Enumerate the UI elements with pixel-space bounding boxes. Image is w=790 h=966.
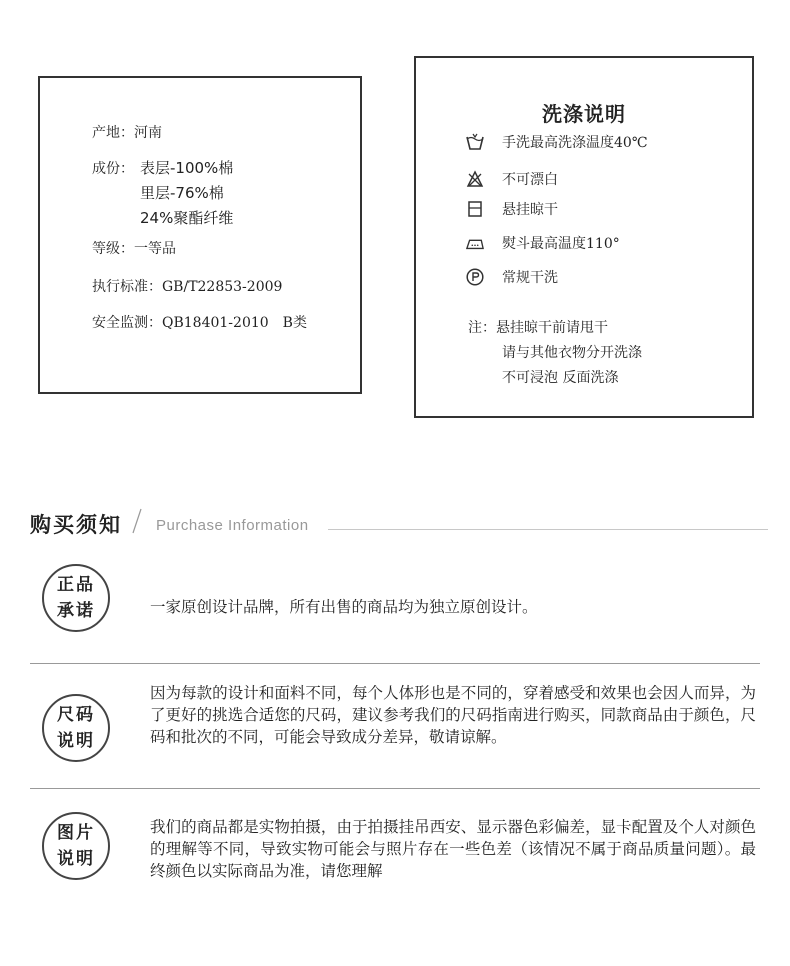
header-rule (328, 529, 768, 530)
care-note-line-2: 请与其他衣物分开洗涤 (502, 345, 642, 361)
info-block-photo (30, 812, 760, 902)
purchase-header (30, 505, 770, 545)
badge-line-1: 尺码 (57, 705, 95, 725)
info-text-authentic: 一家原创设计品牌，所有出售的商品均为独立原创设计。 (150, 598, 538, 616)
badge-authentic (42, 564, 110, 632)
badge-photo (42, 812, 110, 880)
care-row-dryclean (466, 266, 558, 288)
composition-line-1: 表层-100%棉 (140, 159, 234, 177)
care-dryclean-text: 常规干洗 (502, 270, 558, 286)
care-dry-text: 悬挂晾干 (502, 202, 558, 218)
care-row-dry (466, 198, 558, 220)
divider (30, 663, 760, 664)
care-row-bleach (466, 168, 558, 190)
care-bleach-text: 不可漂白 (502, 172, 558, 188)
composition-line-3: 24%聚酯纤维 (140, 209, 234, 227)
slash-divider-icon (131, 507, 143, 535)
care-label (414, 56, 754, 418)
badge-line-1: 图片 (57, 823, 95, 843)
purchase-title: 购买须知 (30, 512, 122, 537)
iron-icon (466, 234, 484, 252)
purchase-subtitle: Purchase Information (156, 517, 309, 534)
care-wash-text: 手洗最高洗涤温度40℃ (502, 135, 648, 151)
care-iron-text: 熨斗最高温度110° (502, 236, 620, 252)
badge-line-2: 说明 (57, 849, 95, 869)
composition-prefix: 成份： (92, 161, 134, 177)
standard-text: 执行标准：GB/T22853-2009 (92, 279, 283, 295)
line-dry-icon (466, 200, 484, 218)
info-block-size (30, 682, 760, 782)
badge-line-2: 承诺 (57, 601, 95, 621)
badge-size (42, 694, 110, 762)
composition-line-2: 里层-76%棉 (140, 184, 224, 202)
no-bleach-icon (466, 170, 484, 188)
info-block-authentic (30, 564, 760, 650)
badge-line-2: 说明 (57, 731, 95, 751)
dry-clean-p-icon (466, 268, 484, 286)
care-row-iron (466, 232, 620, 254)
divider (30, 788, 760, 789)
safety-text: 安全监测：QB18401-2010 B类 (92, 315, 307, 331)
info-text-size: 因为每款的设计和面料不同，每个人体形也是不同的，穿着感受和效果也会因人而异，为了更好的挑选合适您的尺码，建议参考我们的尺码指南进行购买，同款商品由于颜色，尺码和批次的不同，可能会导致成分差异，敬请谅解。 (150, 684, 756, 746)
care-row-wash (466, 131, 647, 153)
care-note-line-3: 不可浸泡 反面洗涤 (502, 370, 619, 386)
care-note-line-1: 注：悬挂晾干前请甩干 (468, 320, 608, 336)
product-label (38, 76, 362, 394)
care-title: 洗涤说明 (542, 102, 626, 126)
info-text-photo: 我们的商品都是实物拍摄，由于拍摄挂吊西安、显示器色彩偏差，显卡配置及个人对颜色的理解等不同，导致实物可能会与照片存在一些色差（该情况不属于商品质量问题）。最终颜色以实际商品为准，请您理解 (150, 818, 756, 880)
grade-text: 等级：一等品 (92, 241, 176, 257)
wash-tub-icon (466, 133, 484, 151)
badge-line-1: 正品 (57, 575, 95, 595)
origin-text: 产地：河南 (92, 125, 162, 141)
